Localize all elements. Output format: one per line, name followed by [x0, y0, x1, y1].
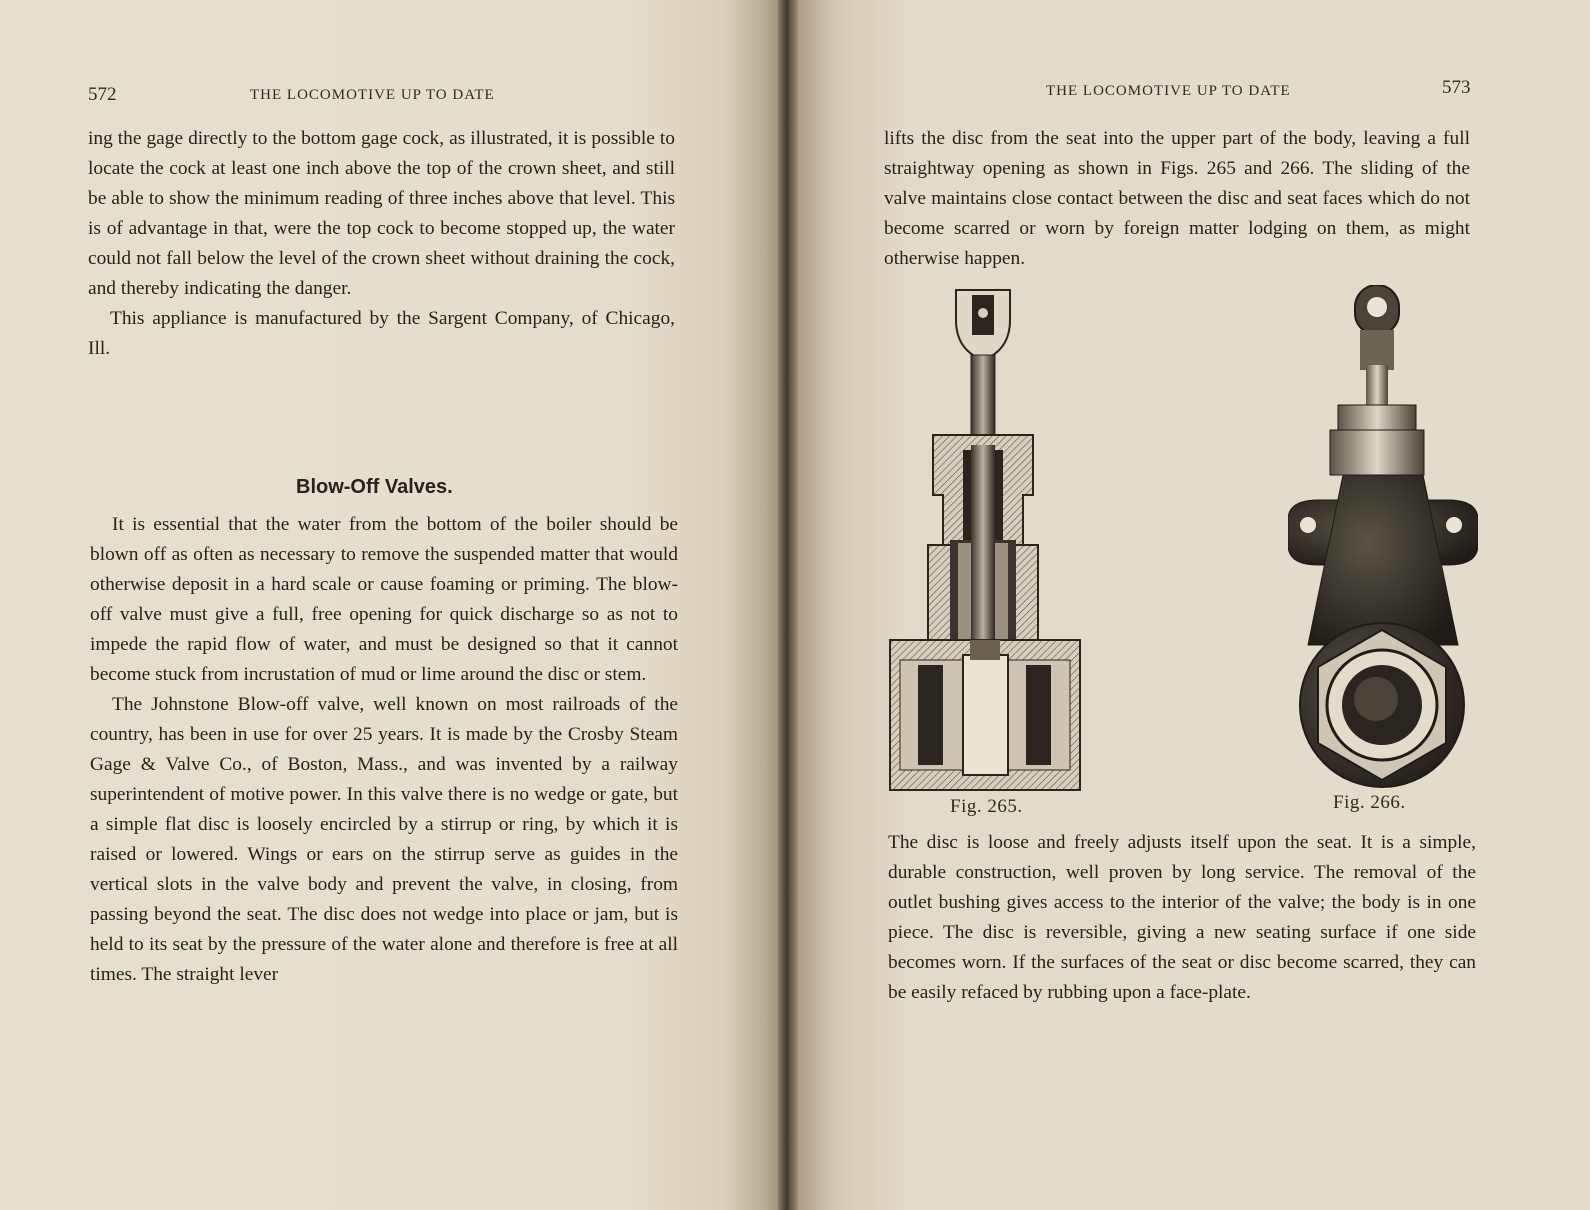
- paragraph-essential: It is essential that the water from the bottom of the boiler should be blown off as often as necessary to remove the suspended matter that would otherwise deposit in a hard scale or cause foaming or priming. The blow-off valve must give a full, free opening for quick discharge so as not to impede the rapid flow of water, and must be designed so that it cannot become stuck from incrustation of mud or lime around the disc or stem.: [90, 514, 678, 685]
- paragraph-top: lifts the disc from the seat into the upper part of the body, leaving a full straightway opening as shown in Figs. 265 and 266. The sliding of the valve maintains close contact between the disc and seat faces which do not become scarred or worn by foreign matter lodging on them, as might otherwise happen.: [884, 128, 1470, 269]
- book-gutter: [778, 0, 798, 1210]
- figure-265-sectional-valve: [888, 285, 1088, 795]
- left-text-block-1: [88, 124, 675, 364]
- left-page-number: 572: [88, 84, 117, 105]
- right-running-head: THE LOCOMOTIVE UP TO DATE: [1046, 83, 1291, 99]
- left-running-head: THE LOCOMOTIVE UP TO DATE: [250, 87, 495, 103]
- right-text-bottom: [888, 828, 1476, 1008]
- figure-266-caption: Fig. 266.: [1333, 792, 1406, 813]
- paragraph-manufacturer: This appliance is manufactured by the Sargent Company, of Chicago, Ill.: [88, 308, 675, 359]
- right-page-number: 573: [1442, 77, 1471, 98]
- paragraph-continued: ing the gage directly to the bottom gage cock, as illustrated, it is possible to locate the cock at least one inch above the top of the crown sheet, and still be able to show the minimum reading of three inches above that level. This is of advantage in that, were the top cock to become stopped up, the water could not fall below the level of the crown sheet without draining the cock, and thereby indicating the danger.: [88, 128, 675, 299]
- left-page: [0, 0, 788, 1210]
- figure-266-exterior-valve: [1288, 285, 1478, 795]
- figure-265-caption: Fig. 265.: [950, 796, 1023, 817]
- right-page: [788, 0, 1590, 1210]
- right-text-top: [884, 124, 1470, 274]
- section-heading: Blow-Off Valves.: [296, 476, 453, 498]
- left-text-block-2: [90, 510, 678, 990]
- paragraph-johnstone: The Johnstone Blow-off valve, well known on most railroads of the country, has been in use for over 25 years. It is made by the Crosby Steam Gage & Valve Co., of Boston, Mass., and was invented by a railway superintendent of motive power. In this valve there is no wedge or gate, but a simple flat disc is loosely encircled by a stirrup or ring, by which it is raised or lowered. Wings or ears on the stirrup serve as guides in the vertical slots in the valve body and prevent the valve, in closing, from passing beyond the seat. The disc does not wedge into place or jam, but is held to its seat by the pressure of the water alone and therefore is free at all times. The straight lever: [90, 694, 678, 985]
- paragraph-bottom: The disc is loose and freely adjusts itself upon the seat. It is a simple, durable construction, well proven by long service. The removal of the outlet bushing gives access to the interior of the valve; the body is in one piece. The disc is reversible, giving a new seating surface if one side becomes worn. If the surfaces of the seat or disc become scarred, they can be easily refaced by rubbing upon a face-plate.: [888, 832, 1476, 1003]
